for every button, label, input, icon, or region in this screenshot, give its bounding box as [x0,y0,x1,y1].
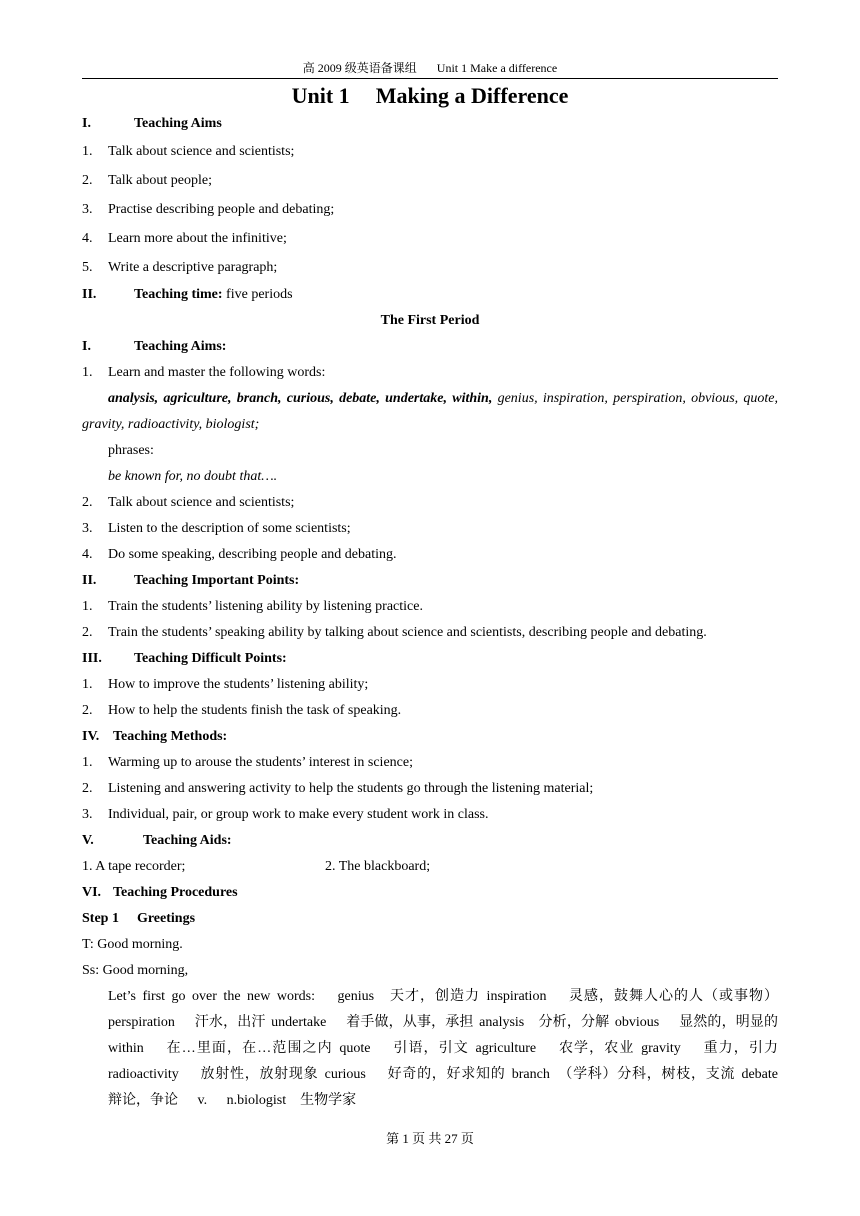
section-important-points [82,568,778,594]
vocabulary-list [82,386,778,438]
list-item: 1. Learn and master the following words: [82,365,326,380]
aid-item: 1. A tape recorder; [82,859,186,874]
list-item: 2. Listening and answering activity to help the students go through the listening material; [82,781,594,796]
list-item: 1. Warming up to arouse the students’ interest in science; [82,755,413,770]
section-aids [82,828,778,854]
aid-item: 2. The blackboard; [325,859,431,874]
list-item: 2. Talk about science and scientists; [82,495,295,510]
list-item: 2. Talk about people; [82,173,212,188]
vocabulary-paragraph: Let’s first go over the new words: genius 天才，创造力 inspiration 灵感，鼓舞人心的人（或事物）perspiration 汗水，出汗 undertake 着手做，从事，承担 analysis 分析，分解 obvious 显然的，明显的 within 在…里面，在…范围之内 quote 引语，引文 agriculture 农学，农业 gravity 重力，引力 radioactivity 放射性，放射现象 curious 好奇的，好求知的 branch （学科）分科，树枝，支流 debate 辩论，争论 v. n.biologist 生物学家 [108,989,798,1108]
section-heading: Teaching Methods: [113,729,228,744]
section-numeral: III. [82,651,102,666]
section-numeral: II. [82,287,97,302]
dialogue-teacher: T: Good morning. [82,937,183,952]
section-procedures [82,880,778,906]
list-item: 2. Train the students’ speaking ability by talking about science and scientists, describing people and debating. [82,625,707,640]
title-unit: Unit 1 [291,83,350,108]
section-heading: Teaching Aims: [134,339,227,354]
dialogue-students: Ss: Good morning, [82,963,189,978]
list-item: 3. Individual, pair, or group work to make every student work in class. [82,807,489,822]
section-heading: Teaching Important Points: [134,573,300,588]
bold-words: analysis, agriculture, branch, curious, debate, undertake, within, [108,391,493,406]
step-heading [82,906,778,932]
section-heading: Teaching time: [134,287,223,302]
section-difficult-points [82,646,778,672]
section-numeral: IV. [82,729,100,744]
page-title [82,81,778,111]
list-item: 1. Train the students’ listening ability by listening practice. [82,599,423,614]
header-left: 高 2009 级英语备课组 [302,61,417,75]
section-numeral: II. [82,573,97,588]
list-item: 1. How to improve the students’ listening ability; [82,677,369,692]
list-item: 5. Write a descriptive paragraph; [82,260,278,275]
teaching-time-value: five periods [226,287,293,302]
header-right: Unit 1 Make a difference [436,61,558,75]
list-item: 4. Do some speaking, describing people and debating. [82,547,397,562]
list-item: 4. Learn more about the infinitive; [82,231,287,246]
aids-list [82,854,778,880]
section-methods [82,724,778,750]
phrases-list: be known for, no doubt that…. [108,469,278,484]
list-item: 3. Practise describing people and debating; [82,202,335,217]
italic-words: genius, inspiration, perspiration, obvious, quote, gravity, radioactivity, biologist; [82,391,779,432]
section-heading: Teaching Aids: [143,833,232,848]
step-label: Step 1 [82,911,119,926]
list-item: 2. How to help the students finish the task of speaking. [82,703,402,718]
section-numeral: I. [82,116,91,131]
period-title: The First Period [380,313,480,328]
step-title: Greetings [136,911,196,926]
section-heading: Teaching Aims [134,116,222,131]
section-heading: Teaching Procedures [113,885,238,900]
document-page [82,58,798,1114]
section-numeral: VI. [82,885,102,900]
section-aims [82,334,778,360]
phrases-label: phrases: [108,443,154,458]
section-teaching-time [82,282,778,308]
section-teaching-aims [82,111,778,137]
section-numeral: I. [82,339,91,354]
title-name: Making a Difference [375,83,569,108]
list-item: 1. Talk about science and scientists; [82,144,295,159]
section-numeral: V. [82,833,94,848]
section-heading: Teaching Difficult Points: [134,651,287,666]
page-header [82,58,778,79]
list-item: 3. Listen to the description of some scientists; [82,521,351,536]
page-footer: 第 1 页 共 27 页 [386,1131,474,1146]
